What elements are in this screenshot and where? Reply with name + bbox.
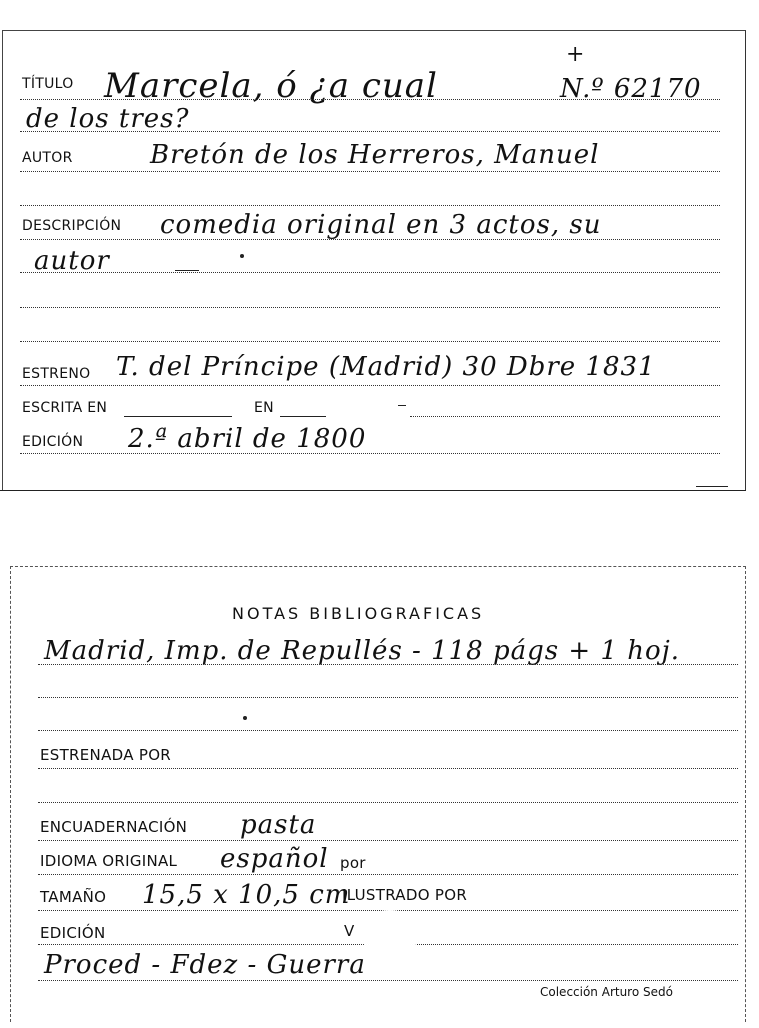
titulo-rule-2 <box>20 131 720 132</box>
proced-value: Proced - Fdez - Guerra <box>44 950 366 980</box>
descripcion-value: comedia original en 3 actos, su <box>160 210 602 240</box>
idioma-label: IDIOMA ORIGINAL <box>40 852 178 870</box>
edicion-value-2: V <box>344 922 355 940</box>
edicion-value: 2.ª abril de 1800 <box>128 424 367 454</box>
catalog-number: N.º 62170 <box>560 74 702 104</box>
descripcion-value-2: autor <box>34 246 110 276</box>
collection-footer: Colección Arturo Sedó <box>540 985 673 999</box>
descripcion-rule-2 <box>20 272 720 273</box>
titulo-rule <box>20 99 720 100</box>
escrita-rule <box>124 416 232 417</box>
edicion-label-2: EDICIÓN <box>40 924 106 942</box>
tamano-value: 15,5 x 10,5 cm <box>142 880 351 910</box>
titulo-value: Marcela, ó ¿a cual <box>104 66 438 106</box>
idioma-rule <box>38 874 738 875</box>
descripcion-rule <box>20 239 720 240</box>
autor-rule-2 <box>20 205 720 206</box>
en-rule <box>280 416 326 417</box>
blank-rule-1 <box>20 307 720 308</box>
escrita-label: ESCRITA EN <box>22 400 108 416</box>
estreno-label: ESTRENO <box>22 366 91 382</box>
estreno-rule <box>20 385 720 386</box>
ilustrado-label: ILUSTRADO POR <box>342 886 468 904</box>
notas-heading: NOTAS BIBLIOGRAFICAS <box>232 604 485 623</box>
en-label: EN <box>254 400 274 416</box>
escrita-dash <box>398 405 406 406</box>
estrenada-label: ESTRENADA POR <box>40 746 172 764</box>
por-label: por <box>340 854 366 872</box>
notas-rule-2 <box>38 697 738 698</box>
encuadernacion-label: ENCUADERNACIÓN <box>40 818 188 836</box>
proced-rule <box>38 980 738 981</box>
notas-value: Madrid, Imp. de Repullés - 118 págs + 1 hoj. <box>44 636 680 666</box>
encuadernacion-rule <box>38 840 738 841</box>
titulo-value-2: de los tres? <box>26 104 190 134</box>
idioma-value: español <box>220 844 329 874</box>
edge-mark <box>696 486 728 487</box>
descripcion-dash <box>175 270 199 271</box>
encuadernacion-value: pasta <box>240 810 317 840</box>
autor-value: Bretón de los Herreros, Manuel <box>150 140 600 170</box>
edicion-label: EDICIÓN <box>22 434 84 450</box>
edicion-rule <box>20 453 720 454</box>
paper-blot <box>360 910 420 956</box>
blank-rule-2 <box>20 341 720 342</box>
estreno-value: T. del Príncipe (Madrid) 30 Dbre 1831 <box>116 352 656 382</box>
titulo-label: TÍTULO <box>22 76 74 92</box>
tamano-label: TAMAÑO <box>40 888 107 906</box>
ink-dot <box>240 254 244 258</box>
card-top-bottom-edge <box>0 490 746 491</box>
number-cross: + <box>566 42 586 67</box>
descripcion-label: DESCRIPCIÓN <box>22 218 122 234</box>
autor-label: AUTOR <box>22 150 73 166</box>
escrita-rule-2 <box>410 416 720 417</box>
estrenada-rule <box>38 768 738 769</box>
ink-dot <box>243 716 247 720</box>
notas-rule <box>38 664 738 665</box>
autor-rule <box>20 171 720 172</box>
estrenada-rule-2 <box>38 802 738 803</box>
notas-rule-3 <box>38 730 738 731</box>
